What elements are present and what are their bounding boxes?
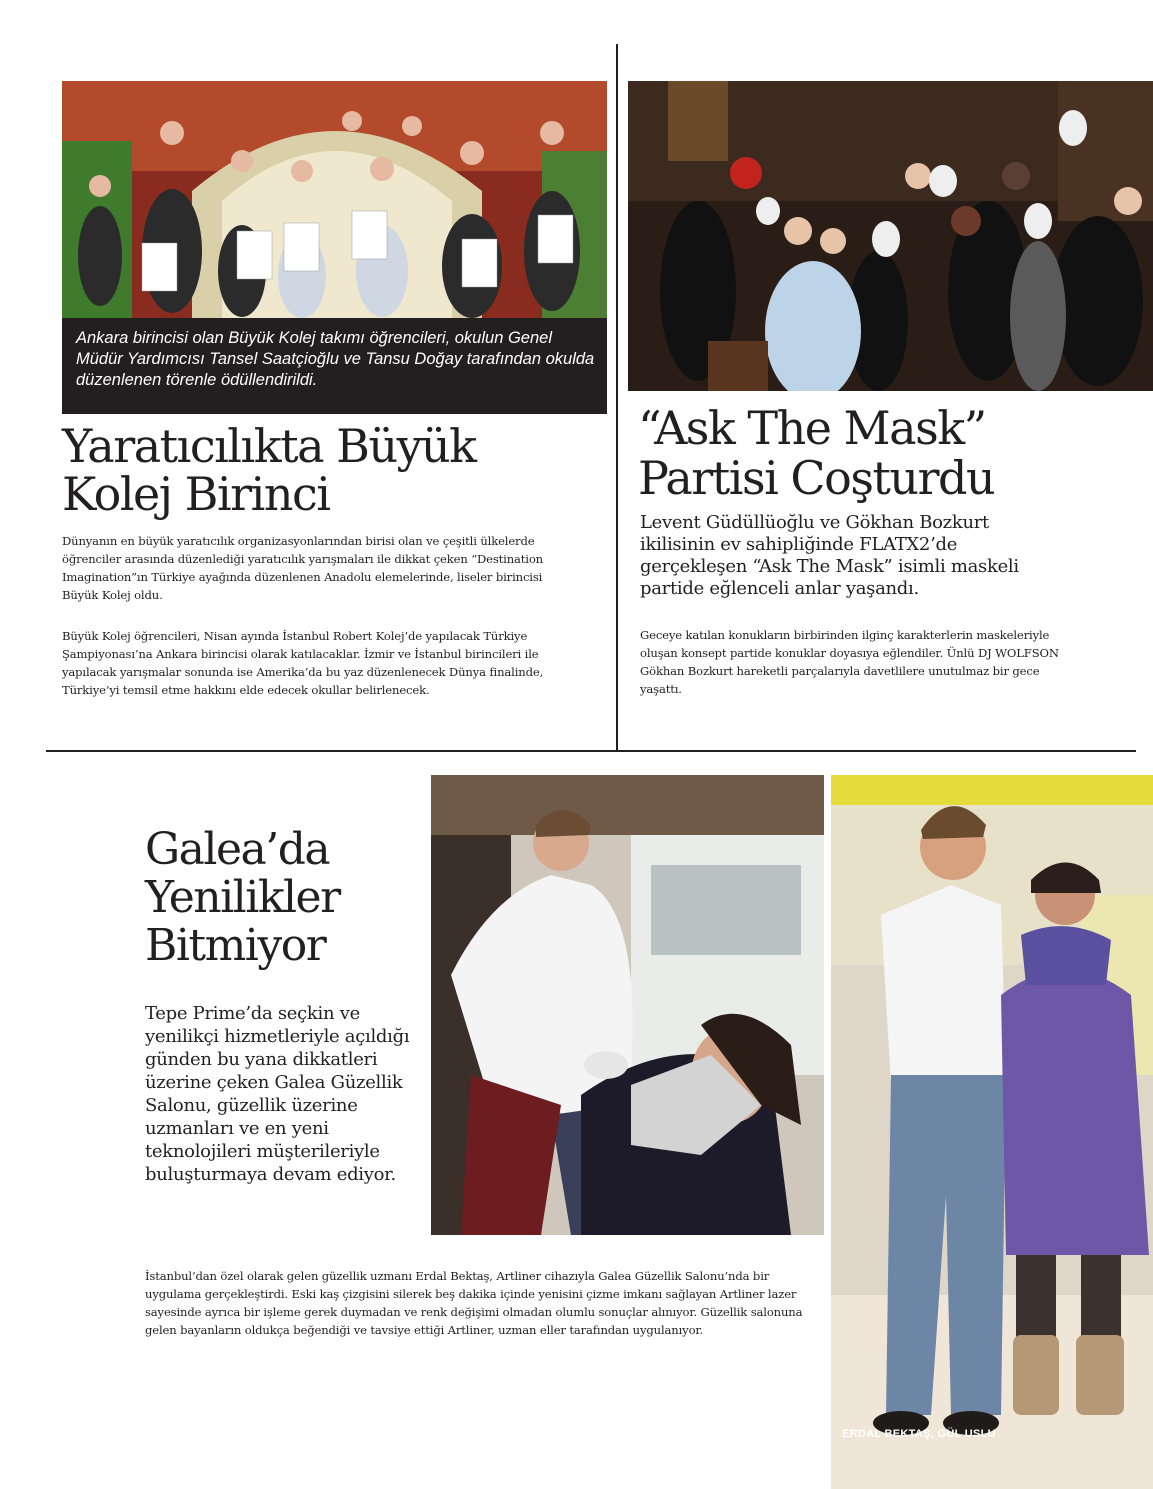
headline-line: Yaratıcılıkta Büyük: [62, 419, 476, 473]
article1-paragraph2: Büyük Kolej öğrencileri, Nisan ayında İstanbul Robert Kolej’de yapılacak Türkiye Şampiyonası’na Ankara birincisi olarak katılacaklar. İzmir ve İstanbul birincileri ile yapılacak yarışmalar sonunda ise Amerika’da bu yaz düzenlenecek Dünya finalinde, Türkiye’yi temsil etme hakkını elde edecek okullar belirlenecek.: [62, 629, 544, 697]
photo-students-award: [62, 81, 607, 318]
headline-line: Yenilikler: [145, 872, 340, 923]
article3-paragraph: İstanbul’dan özel olarak gelen güzellik uzmanı Erdal Bektaş, Artliner cihazıyla Galea Güzellik Salonu’nda bir uygulama gerçekleştirdi. Eski kaş çizgisini silerek beş dakika içinde yenisini çizme imkanı sağlayan Artliner lazer sayesinde ayrıca bir işleme gerek duymadan ve renk değişimi olmadan olumlu sonuçlar alınıyor. Güzellik salonuna gelen bayanların oldukça beğendiği ve tavsiye ettiği Artliner, uzman eller tarafından uygulanıyor.: [145, 1269, 803, 1337]
headline-galea: [145, 826, 425, 970]
headline-ask-the-mask: [638, 403, 1148, 503]
headline-line: Kolej Birinci: [62, 467, 330, 521]
article2-paragraph: Geceye katılan konukların birbirinden ilginç karakterlerin maskeleriyle oluşan konsept partide konuklar doyasıya eğlendiler. Ünlü DJ WOLFSON Gökhan Bozkurt hareketli parçalarıyla davetlilere unutulmaz bir gece yaşattı.: [640, 628, 1059, 696]
photo-caption: Ankara birincisi olan Büyük Kolej takımı öğrencileri, okulun Genel Müdür Yardımcısı Tansel Saatçioğlu ve Tansu Doğay tarafından okulda düzenlenen törenle ödüllendirildi.: [62, 318, 607, 414]
article1-paragraph1: Dünyanın en büyük yaratıcılık organizasyonlarından birisi olan ve çeşitli ülkelerde öğrenciler arasında düzenlediği yaratıcılık yarışmaları ile dikkat çeken “Destination Imagination”ın Türkiye ayağında düzenlenen Anadolu elemelerinde, liseler birincisi Büyük Kolej oldu.: [62, 534, 543, 602]
photo-credit: ERDAL BEKTAŞ, GÜL USLU: [842, 1428, 996, 1440]
section-divider-horizontal: [46, 750, 1136, 752]
article3-lede: Tepe Prime’da seçkin ve yenilikçi hizmetleriyle açıldığı günden bu yana dikkatleri üzerine çeken Galea Güzellik Salonu, güzellik üzerine uzmanları ve en yeni teknolojileri müşterileriyle buluşturmaya devam ediyor.: [145, 1003, 410, 1185]
headline-line: “Ask The Mask”: [638, 401, 986, 455]
headline-line: Galea’da: [145, 824, 330, 875]
photo-erdal-bektas-gul-uslu: [831, 775, 1153, 1489]
column-divider-vertical: [616, 44, 618, 751]
photo-salon-treatment: [431, 775, 824, 1235]
photo-mask-party: [628, 81, 1153, 391]
headline-yaraticilikta: [62, 419, 582, 521]
headline-line: Bitmiyor: [145, 920, 326, 971]
headline-line: Partisi Coşturdu: [638, 451, 995, 505]
article2-lede: Levent Güdüllüoğlu ve Gökhan Bozkurt ikilisinin ev sahipliğinde FLATX2’de gerçekleşen “Ask The Mask” isimli maskeli partide eğlenceli anlar yaşandı.: [640, 512, 1019, 599]
